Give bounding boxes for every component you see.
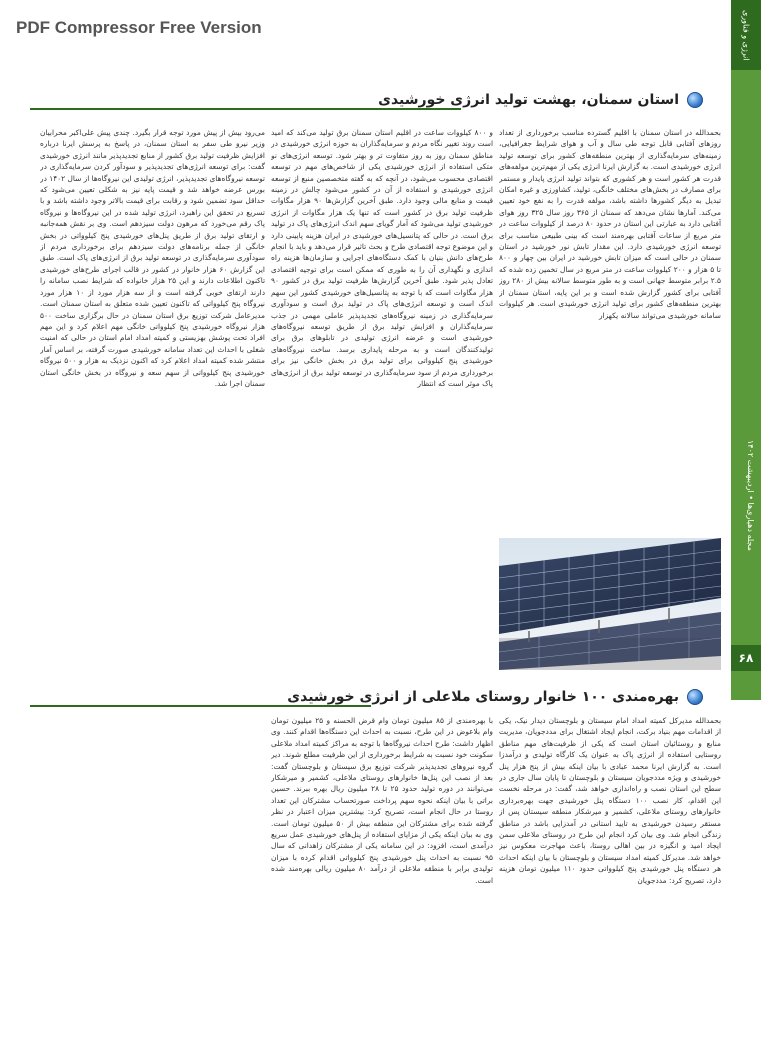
article2-column-3 [40,715,265,970]
article1-rule [30,108,461,110]
article2-column-2: با بهره‌مندی از ۸۵ میلیون تومان وام قرض الحسنه و ۲۵ میلیون تومان وام بلاعوض در این طرح، نسبت به احداث این دستگاه‌ها اقدام کنند. وی اظهار داشت: طرح احداث نیروگاه‌ها با توجه به مراکز کمیته امداد ملاعلی سکونت خود نسبت به شرایط برخورداری از این ظرفیت مطلع شوند. دیر گروه نیروهای تجدیدپذیر شرکت توزیع برق سیستان و بلوچستان گفت: بعد از نصب این پنل‌ها خانوارهای روستای ملاعلی، کشمیر و میرشکار می‌توانند در دوره تولید حدود ۲۵ تا ۲۸ میلیون ریال بهره ببرند. حسین براتی با بیان اینکه نحوه سهم پرداخت صورتحساب مشترکان این تعداد روستا در حال انجام است، تصریح کرد: بیشترین میزان اعتبار در نظر گرفته شده برای مشترکان این منطقه بیش از ۵۰ میلیون تومان است. وی به بیان اینکه یکی از مزایای استفاده از پنل‌های خورشیدی عمل سریع درآمدی است، افزود: در این سامانه یکی از مشترکان زاهدانی که سال ۹۵ نسبت به احداث پنل خورشیدی پنج کیلوواتی اقدام کرده با میزان تولیدی برابر با منطقه ملاعلی از درآمد ۸۰ میلیون ریالی بهره‌مند شده است. [271,716,493,885]
article2-headline [287,689,703,705]
headline-bullet-icon [687,92,703,108]
article2-rule [30,705,371,707]
section-tab: انرژی و فناوری [731,0,761,70]
side-strip [731,0,761,700]
journal-line: مجله دهیاری‌ها • اردیبهشت ۱۴۰۲ [746,440,755,551]
article2-column-1: بحمدالله مدیرکل کمیته امداد امام سیستان و بلوچستان دیدار نیک، یکی از اقدامات مهم بنیاد برکت، انجام ایجاد اشتغال برای مددجویان، مدیریت منابع و روستائیان استان است که یکی از ظرفیت‌های مهم مناطق روستایی استفاده از انرژی پاک به عنوان یک کارگاه تولیدی و درآمدزا است. به گزارش ایرنا محمد عبادی با بیان اینکه بیش از پنج هزار پنل خورشیدی و ویژه مددجویان سیستان و بلوچستان تا پایان سال جاری در سطح این استان نصب و راه‌اندازی خواهد شد، گفت: در مرحله نخست این اقدام، کار نصب ۱۰۰ دستگاه پنل خورشیدی جهت بهره‌برداری خانوارهای روستای ملاعلی، کشمیر و میرشکار منطقه سیستان پس از مستقر رسیدن خورشیدی به تایید استانی در آمدزایی باشد در مناطق زندگی انجام شد. وی بیان کرد انجام این طرح در روستای ملاعلی سمن ایجاد امید و انگیزه در بین اهالی روستا، باعث مهاجرت معکوس نیز خواهد شد. مدیرکل کمیته امداد سیستان و بلوچستان با بیان اینکه احداث هر دستگاه پنل خورشیدی پنج کیلوواتی حدود ۱۱۰ میلیون تومان هزینه دارد، تصریح کرد: مددجویان [499,716,721,885]
watermark: PDF Compressor Free Version [16,18,262,37]
article1-column-3: می‌رود بیش از پیش مورد توجه قرار بگیرد. چندی پیش علی‌اکبر محرابیان وزیر نیرو طی سفر به استان سمنان، در پاسخ به پرسش ایرنا درباره افزایش ظرفیت تولید برق کشور از منابع تجدیدپذیر مانند انرژی خورشیدی گفت: برای توسعه انرژی‌های تجدیدپذیر و سودآور کردن سرمایه‌گذاری در توسعه نیروگاه‌های تجدیدپذیر، انرژی تولیدی این نیروگاه‌ها از سال ۱۴۰۲ در بورس عرضه خواهد شد و قیمت پایه نیز به شکلی تعیین می‌شود که حداقل سود تضمین شود و رقابت برای قیمت بالاتر وجود داشته باشد و با تسریع در تحقق این راهبرد، انرژی تولید شده در این نیروگاه‌ها و نیروگاه پاک رقم می‌خورد که مرهون دولت سیزدهم است. وی بر نقش همه‌جانبه و ارتقای تولید برق از طریق پنل‌های خورشیدی پنج کیلوواتی در بخش خانگی از جمله برنامه‌های دولت سیزدهم برای برخورداری مردم از سودآوری سرمایه‌گذاری در توسعه تولید برق از انرژی‌های پاک است. طبق این گزارش ۶۰ هزار خانوار در کشور در قالب اجرای طرح‌های خورشیدی تاکنون اطلاعات دارند و این ۲۵ هزار خانواده که شرایط نصب سامانه را دارند ارتقای خوبی گرفته است و از سه هزار مورد از ۱۰ هزار مورد نیروگاه پنج کیلوواتی که تاکنون تعیین شده متعلق به استان سمنان است. مدیرعامل شرکت توزیع برق استان سمنان در حال برگزاری ساخت ۵۰۰ هزار نیروگاه خورشیدی پنج کیلوواتی خانگی مهم اعلام کرد و این مهم افراد تحت پوشش بهزیستی و کمیته امداد امام استان در حالی که امنیت شغلی با احداث این تعداد سامانه خورشیدی صورت گرفته، بر اساس آمار منتشر شده کمیته امداد اعلام کرد که اکنون نزدیک به هزار و ۵۰۰ نیروگاه خورشیدی پنج کیلوواتی از سهم سعه و نیروگاه در بخش خانگی استان سمنان اجرا شد. [40,128,265,388]
article1-title: استان سمنان، بهشت تولید انرژی خورشیدی [378,92,679,108]
page-number: ۶۸ [731,645,761,671]
article1-headline [378,92,703,108]
headline-bullet-icon [687,689,703,705]
article1-column-2: و ۸۰۰ کیلووات ساعت در اقلیم استان سمنان برق تولید می‌کند که امید است روند تغییر نگاه مردم و سرمایه‌گذاران به حوزه انرژی خورشیدی در مناطق سمنان روز به روز متفاوت تر و بهتر شود. توسعه انرژی‌های نو متکی استفاده از انرژی خورشیدی یکی از شاخص‌های مهم در توسعه اقتصادی محسوب می‌شود، در آنچه که به گفته متخصصین منبع از توسعه انرژی خورشیدی و استفاده از آن در کشور می‌شود چالش در زمینه قیمت و منابع مالی وجود دارد. طبق آخرین گزارش‌ها ۹۰ هزار مگاوات ظرفیت تولید برق در کشور است که تنها یک هزار مگاوات از انرژی خورشیدی تولید می‌شود که آمار گویای سهم اندک انرژی‌های پاک در تولید برق است. در حالی که پتانسیل‌های خورشیدی در ایران هزینه پایینی دارد و این موضوع توجه اقتصادی طرح و بحث تاثیر قرار می‌دهد و باید با انجام طرح‌های دانش بنیان با کمک دستگاه‌های اجرایی و سازمان‌ها هزینه راه اندازی و نگهداری آن را به طوری که ممکن است برای توجیه اقتصادی تعادل پذیر شود. طبق آخرین گزارش‌ها ظرفیت تولید برق در کشور ۹۰ هزار مگاوات است که با توجه به پتانسیل‌های خورشیدی کشور این سهم اندک است و توسعه انرژی‌های پاک در تولید برق است و سودآوری سرمایه‌گذاری در زمینه نیروگاه‌های تجدیدپذیر عاملی مهمی در جذب سرمایه‌گذاران و افزایش تولید برق از طریق توسعه نیروگاه‌های خورشیدی است و عرضه انرژی تولیدی در تابلوهای برق برای تولیدکنندگان است و به مرحله پایداری برسد. ساخت نیروگاه‌های خورشیدی پنج کیلوواتی برای تولید برق در بخش خانگی نیز برای برخورداری مردم از سود سرمایه‌گذاری در توسعه تولید برق از انرژی‌های پاک موثر است که انتظار [271,128,493,388]
solar-panel-photo [499,538,721,670]
solar-panel-illustration [499,538,721,670]
article2-title: بهره‌مندی ۱۰۰ خانوار روستای ملاعلی از انرژی خورشیدی [287,689,679,705]
article1-column-1: بحمدالله در استان سمنان با اقلیم گسترده مناسب برخورداری از تعداد روزهای آفتابی قابل توجه طی سال و آب و هوای شرایط جغرافیایی، زمینه‌های سرمایه‌گذاری از بهترین منطقه‌های کشور برای توسعه تولید انرژی خورشیدی است. به گزارش ایرنا انرژی یکی از مهم‌ترین مولفه‌های قدرت هر کشور است و هر کشوری که بتواند تولید انرژی پایدار و مستمر برای مصارف در بخش‌های مختلف خانگی، تولید، کشاورزی و غیره امکان تبدیل به دیگر کشورها داشته باشد، مولفه قدرت را به نفع خود تعیین می‌کند. آمارها نشان می‌دهد که سمنان از ۳۶۵ روز سال ۳۲۵ روز هوای آفتابی دارد به عبارتی این استان در حدود ۸۰ درصد از کیلووات ساعت در متر مربع از ساعات آفتابی بهره‌مند است که بینی طبیعی مناسب برای توسعه انرژی خورشیدی دارد. این مقدار تابش نور خورشید در استان سمنان در حالی است که میزان تابش خورشید در ایران بین چهار و ۸۰۰ تا ۵ هزار و ۲۰۰ کیلووات ساعت در متر مربع در سال تخمین زده شده که ۲.۵ برابر متوسط جهانی است و به طور متوسط سالانه بیش از ۲۸۰ روز آفتابی برای کشور گزارش شده است و بر این پایه، استان سمنان از بهترین منطقه‌های کشور برای تولید انرژی خورشیدی است. هر کیلووات سامانه خورشیدی می‌تواند سالانه یکهزار [499,128,721,320]
